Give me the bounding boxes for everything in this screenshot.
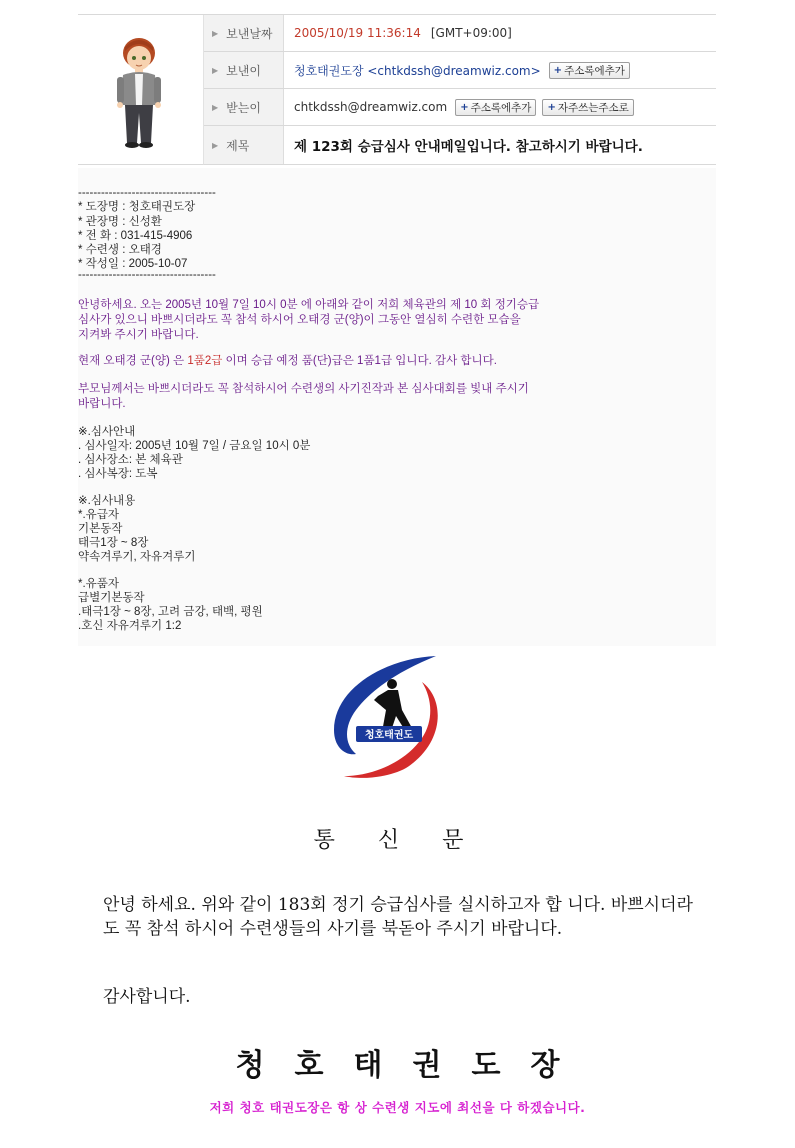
guide-line: . 심사장소: 본 체육관 (78, 454, 183, 466)
parents-line: 부모님께서는 바쁘시더라도 꼭 참석하시어 수련생의 사기진작과 본 심사대회를 빛내 주시기 (78, 383, 529, 395)
sender-avatar (78, 15, 204, 165)
content-line: 태극1장 ~ 8장 (78, 537, 149, 549)
recipient-row (204, 89, 716, 126)
timezone: [GMT+09:00] (430, 26, 512, 40)
add-recipient-to-addressbook-button[interactable]: + 주소록에추가 (455, 99, 536, 116)
greeting-line: 지켜봐 주시기 바랍니다. (78, 329, 199, 341)
divider-rule: ------------------------------------ (78, 269, 216, 281)
dan-line: .호신 자유겨루기 1:2 (78, 620, 182, 632)
add-to-frequent-addresses-button[interactable]: + 자주쓰는주소로 (542, 99, 633, 116)
subject-label: ▶ 제목 (204, 126, 284, 164)
recipient-value (294, 89, 640, 125)
logo-text: 청호태권도 (364, 730, 414, 741)
plus-icon: + (553, 64, 563, 76)
parents-line: 바랍니다. (78, 398, 126, 410)
sender-value (294, 52, 636, 88)
sent-date-row (204, 15, 716, 52)
taekwondo-logo-icon (326, 648, 456, 783)
letter-paragraph: 안녕 하세요. 위와 같이 183회 정기 승급심사를 실시하고자 합 니다. 바쁘시더라도 꼭 참석 하시어 수련생들의 사기를 북돋아 주시기 바랍니다. (103, 895, 693, 939)
info-line: * 수련생 : 오태경 (78, 244, 162, 256)
greeting-line: 심사가 있으니 바쁘시더라도 꼭 참석 하시어 오태경 군(양)이 그동안 열심히 수련한 모습을 (78, 314, 521, 326)
sent-date-value (294, 15, 512, 51)
plus-icon: + (547, 101, 556, 113)
triangle-bullet-icon: ▶ (212, 140, 219, 150)
current-rank: 1품2급 (187, 355, 223, 367)
dojang-signature: 청호태권도장 (235, 1048, 590, 1083)
sender-address[interactable]: 청호태권도장 <chtkdssh@dreamwiz.com> (294, 63, 541, 78)
triangle-bullet-icon: ▶ (212, 28, 219, 38)
sent-date-label: ▶ 보낸날짜 (204, 15, 284, 51)
sender-row (204, 52, 716, 89)
mail-body (78, 168, 716, 646)
dan-line: .태극1장 ~ 8장, 고려 금강, 태백, 평원 (78, 606, 263, 618)
guide-line: . 심사일자: 2005년 10월 7일 / 금요일 10시 0분 (78, 440, 311, 452)
status-line: 현재 오태경 군(양) 은 1품2급 이며 승급 예정 품(단)급은 1품1급 입니다. 감사 합니다. (78, 355, 497, 367)
plus-icon: + (460, 101, 469, 113)
subject-value (294, 126, 643, 164)
dan-line: *.유품자 (78, 578, 119, 590)
recipient-address[interactable]: chtkdssh@dreamwiz.com (294, 100, 448, 114)
content-line: 기본동작 (78, 523, 123, 535)
avatar-character-icon (108, 33, 170, 153)
subject-text: 제 123회 승급심사 안내메일입니다. 참고하시기 바랍니다. (294, 139, 643, 155)
mail-header (78, 14, 716, 164)
triangle-bullet-icon: ▶ (212, 65, 219, 75)
content-line: 약속겨루기, 자유겨루기 (78, 551, 196, 563)
letter-thanks: 감사합니다. (103, 987, 191, 1007)
info-line: * 전 화 : 031-415-4906 (78, 230, 193, 242)
dan-line: 급별기본동작 (78, 592, 145, 604)
add-sender-to-addressbook-button[interactable]: + 주소록에추가 (549, 62, 630, 79)
guide-line: ※.심사안내 (78, 426, 136, 438)
greeting-line: 안녕하세요. 오는 2005년 10월 7일 10시 0분 에 아래와 같이 저희 체육관의 제 10 회 정기승급 (78, 299, 540, 311)
content-line: *.유급자 (78, 509, 119, 521)
info-line: * 작성일 : 2005-10-07 (78, 258, 188, 270)
info-line: * 도장명 : 청호태권도장 (78, 201, 196, 213)
letter-title: 통 신 문 (313, 828, 482, 853)
triangle-bullet-icon: ▶ (212, 102, 219, 112)
info-line: * 관장명 : 신성환 (78, 216, 162, 228)
divider-rule: ------------------------------------ (78, 187, 216, 199)
sent-date: 2005/10/19 11:36:14 (294, 26, 421, 40)
content-line: ※.심사내용 (78, 495, 136, 507)
subject-row (204, 126, 716, 165)
sender-label: ▶ 보낸이 (204, 52, 284, 88)
dojang-slogan: 저희 청호 태권도장은 항 상 수련생 지도에 최선을 다 하겠습니다. (209, 1100, 586, 1115)
guide-line: . 심사복장: 도복 (78, 468, 158, 480)
recipient-label: ▶ 받는이 (204, 89, 284, 125)
